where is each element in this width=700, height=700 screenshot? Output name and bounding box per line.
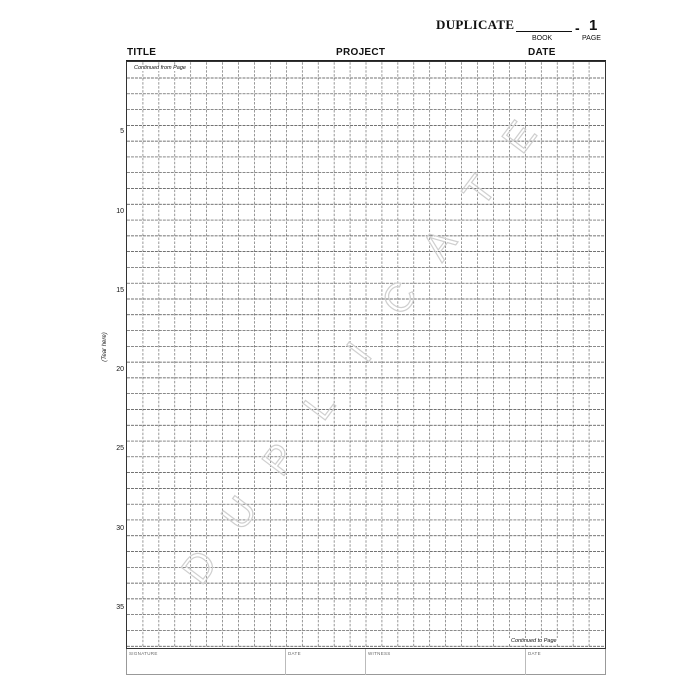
row-number: 10	[116, 207, 124, 215]
project-label: PROJECT	[336, 47, 386, 58]
graph-grid	[126, 61, 606, 649]
row-number: 20	[116, 366, 124, 374]
footer-date2-label: DATE	[528, 651, 541, 656]
page-number: 1	[589, 17, 598, 34]
signature-label: SIGNATURE	[129, 651, 158, 656]
row-number: 15	[116, 286, 124, 294]
footer-date-label: DATE	[288, 651, 301, 656]
date-label: DATE	[528, 47, 556, 58]
footer-divider	[285, 649, 286, 675]
book-page-dash: -	[575, 20, 580, 36]
row-number: 30	[116, 524, 124, 532]
row-number: 25	[116, 445, 124, 453]
book-number-line	[516, 31, 572, 32]
witness-label: WITNESS	[368, 651, 391, 656]
page-label: PAGE	[582, 35, 601, 42]
row-number: 35	[116, 603, 124, 611]
continued-from-label: Continued from Page	[134, 65, 186, 71]
watermark-letter: U	[213, 488, 266, 539]
watermark-letter: E	[494, 113, 546, 162]
watermark-letter: L	[295, 383, 344, 429]
watermark-letter: P	[254, 435, 306, 484]
watermark-letter: C	[373, 273, 426, 324]
footer-divider	[525, 649, 526, 675]
watermark-letter: D	[173, 542, 226, 592]
watermark-letter: I	[338, 334, 381, 370]
book-label: BOOK	[532, 35, 553, 42]
row-number: 5	[120, 128, 124, 136]
footer-divider	[365, 649, 366, 675]
watermark-letter: T	[454, 167, 505, 214]
watermark-letter: A	[414, 220, 466, 269]
duplicate-title: DUPLICATE	[436, 17, 515, 32]
continued-to-label: Continued to Page	[511, 638, 557, 644]
title-label: TITLE	[127, 47, 157, 58]
tear-here-label: (Tear here)	[102, 332, 108, 362]
